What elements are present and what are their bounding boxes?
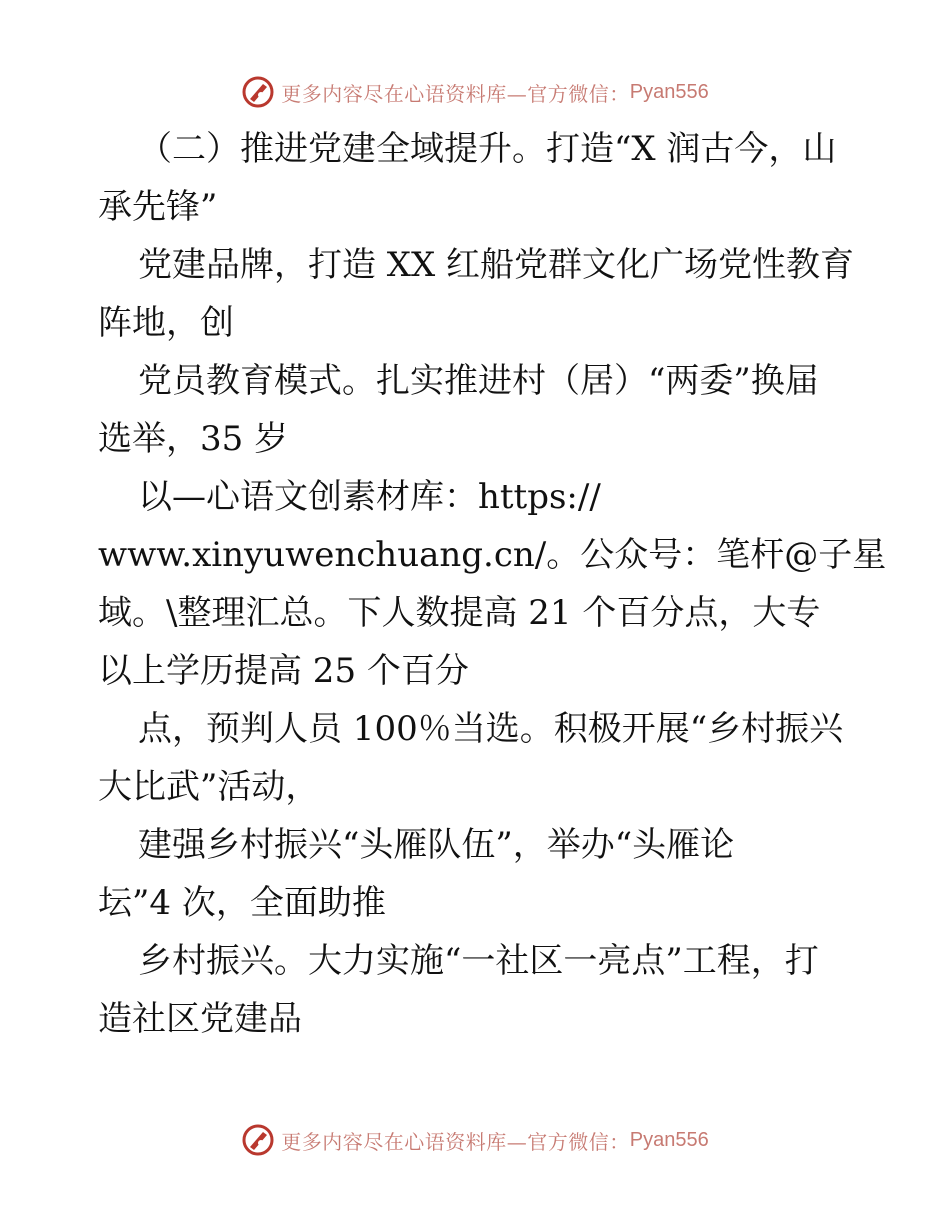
text-line: www.xinyuwenchuang.cn/。公众号：笔杆@子星 — [98, 535, 887, 575]
text-line: 以—心语文创素材库：https:// — [138, 477, 601, 517]
text-line: 阵地，创 — [98, 303, 234, 343]
watermark-text: 更多内容尽在心语资料库—官方微信： — [281, 1129, 630, 1154]
text-line: 域。\整理汇总。下人数提高 21 个百分点，大专 — [98, 593, 821, 633]
text-line: 选举，35 岁 — [98, 419, 289, 459]
text-line: 以上学历提高 25 个百分 — [98, 651, 469, 691]
watermark-wechat-id: Pyan556 — [629, 80, 709, 103]
text-line: 造社区党建品 — [98, 999, 302, 1039]
text-line: 党建品牌，打造 XX 红船党群文化广场党性教育 — [138, 245, 855, 285]
text-line: 建强乡村振兴“头雁队伍”，举办“头雁论 — [138, 825, 735, 865]
footer-watermark — [0, 1120, 950, 1160]
watermark-wechat-id: Pyan556 — [629, 1128, 709, 1151]
text-line: 大比武”活动， — [98, 767, 320, 807]
pen-logo-icon — [241, 1123, 275, 1157]
text-line: 乡村振兴。大力实施“一社区一亮点”工程，打 — [138, 941, 819, 981]
text-line: 点，预判人员 100％当选。积极开展“乡村振兴 — [138, 709, 844, 749]
text-line: （二）推进党建全域提升。打造“X 润古今，山 — [138, 129, 837, 169]
header-watermark — [0, 72, 950, 112]
watermark-text: 更多内容尽在心语资料库—官方微信： — [281, 81, 630, 106]
text-line: 党员教育模式。扎实推进村（居）“两委”换届 — [138, 361, 819, 401]
text-line: 承先锋” — [98, 187, 218, 227]
pen-logo-icon — [241, 75, 275, 109]
text-line: 坛”4 次，全面助推 — [98, 883, 386, 923]
